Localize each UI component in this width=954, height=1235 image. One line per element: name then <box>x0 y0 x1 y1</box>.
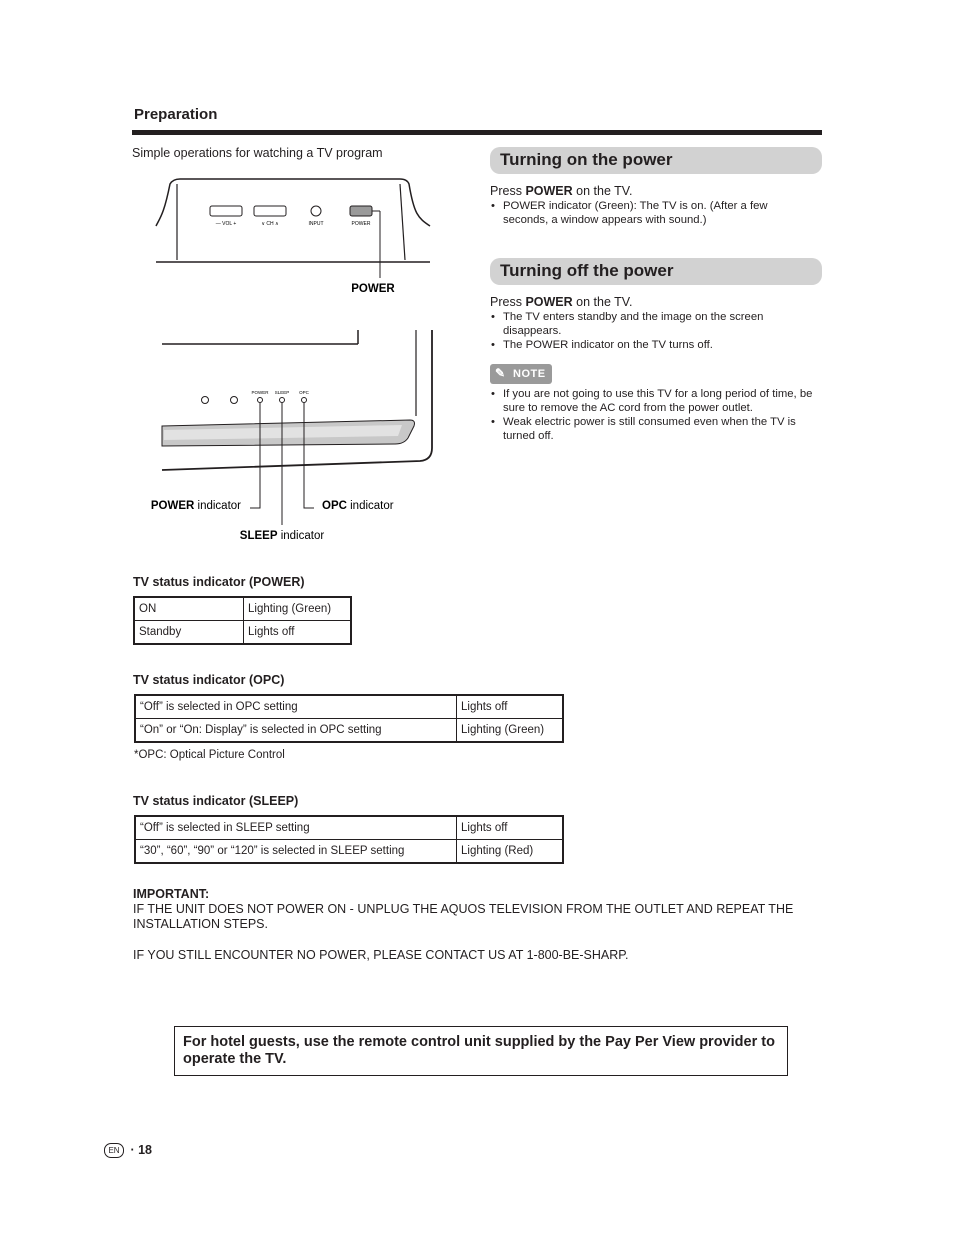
turning-off-title: Turning off the power <box>500 261 674 280</box>
table-row: “30”, “60”, “90” or “120” is selected in SLEEP setting Lighting (Red) <box>135 840 563 864</box>
hotel-notice: For hotel guests, use the remote control unit supplied by the Pay Per View provider to operate the TV. <box>174 1026 788 1076</box>
ch-label: ∨ CH ∧ <box>261 221 279 227</box>
vol-button <box>210 206 242 216</box>
turning-on-bullets <box>490 199 790 227</box>
important-notice <box>133 887 823 963</box>
opc-table-title: TV status indicator (OPC) <box>133 673 285 687</box>
tv-diagram <box>140 170 440 550</box>
input-button <box>311 206 321 216</box>
list-item: • POWER indicator (Green): The TV is on. (After a few seconds, a window appears with sound.) <box>490 199 790 227</box>
important-line-1: IF THE UNIT DOES NOT POWER ON - UNPLUG THE AQUOS TELEVISION FROM THE OUTLET AND REPEAT THE INSTALLATION STEPS. <box>133 902 794 931</box>
table-row: “Off” is selected in OPC setting Lights off <box>135 695 563 719</box>
important-lead: IMPORTANT: <box>133 887 210 901</box>
power-button <box>350 206 372 216</box>
table-row: “Off” is selected in SLEEP setting Lights off <box>135 816 563 840</box>
opc-status-table <box>134 694 564 743</box>
list-item: • If you are not going to use this TV for a long period of time, be sure to remove the AC cord from the power outlet. <box>490 387 822 415</box>
power-led <box>258 398 263 403</box>
footer-separator: · <box>127 1143 139 1157</box>
page-footer <box>104 1143 152 1158</box>
section-title: Preparation <box>134 106 218 123</box>
opc-indicator-label: OPC indicator <box>322 500 394 512</box>
led-power-label: POWER <box>251 390 269 395</box>
front-panel <box>151 330 432 542</box>
turning-off-instruction: Press POWER on the TV. <box>490 295 633 309</box>
sleep-indicator-label: SLEEP indicator <box>239 530 325 542</box>
diagram-caption: Simple operations for watching a TV program <box>132 146 383 160</box>
turning-on-title: Turning on the power <box>500 150 673 169</box>
header-rule <box>132 130 822 135</box>
page-number: 18 <box>138 1143 153 1157</box>
power-callout: POWER <box>351 283 395 295</box>
table-row: Standby Lights off <box>134 621 351 645</box>
table-row: ON Lighting (Green) <box>134 597 351 621</box>
pencil-icon: ✎ <box>495 366 506 380</box>
power-small-label: POWER <box>351 221 371 227</box>
table-row: “On” or “On: Display” is selected in OPC setting Lighting (Green) <box>135 719 563 743</box>
led-opc-label: OPC <box>299 390 309 395</box>
ch-button <box>254 206 286 216</box>
turning-on-heading <box>490 147 822 174</box>
language-badge: EN <box>104 1143 124 1158</box>
power-indicator-label: POWER indicator <box>150 500 241 512</box>
list-item: • The POWER indicator on the TV turns off. <box>490 338 790 352</box>
turning-on-instruction: Press POWER on the TV. <box>490 184 633 198</box>
important-line-2: IF YOU STILL ENCOUNTER NO POWER, PLEASE CONTACT US AT 1-800-BE-SHARP. <box>133 948 629 962</box>
opc-led <box>302 398 307 403</box>
power-table-title: TV status indicator (POWER) <box>133 575 305 589</box>
sleep-table-title: TV status indicator (SLEEP) <box>133 794 299 808</box>
led-sleep-label: SLEEP <box>274 390 290 395</box>
turning-off-bullets <box>490 310 790 352</box>
vol-label: — VOL + <box>215 221 237 227</box>
list-item: • Weak electric power is still consumed even when the TV is turned off. <box>490 415 822 443</box>
top-control-panel <box>156 179 430 295</box>
opc-footnote: *OPC: Optical Picture Control <box>134 749 285 761</box>
sleep-led <box>280 398 285 403</box>
note-badge <box>490 364 552 384</box>
note-bullets <box>490 387 822 443</box>
sleep-status-table <box>134 815 564 864</box>
turning-off-heading <box>490 258 822 285</box>
list-item: • The TV enters standby and the image on the screen disappears. <box>490 310 790 338</box>
input-label: INPUT <box>308 221 324 227</box>
power-status-table <box>133 596 352 645</box>
note-label: NOTE <box>513 368 546 380</box>
